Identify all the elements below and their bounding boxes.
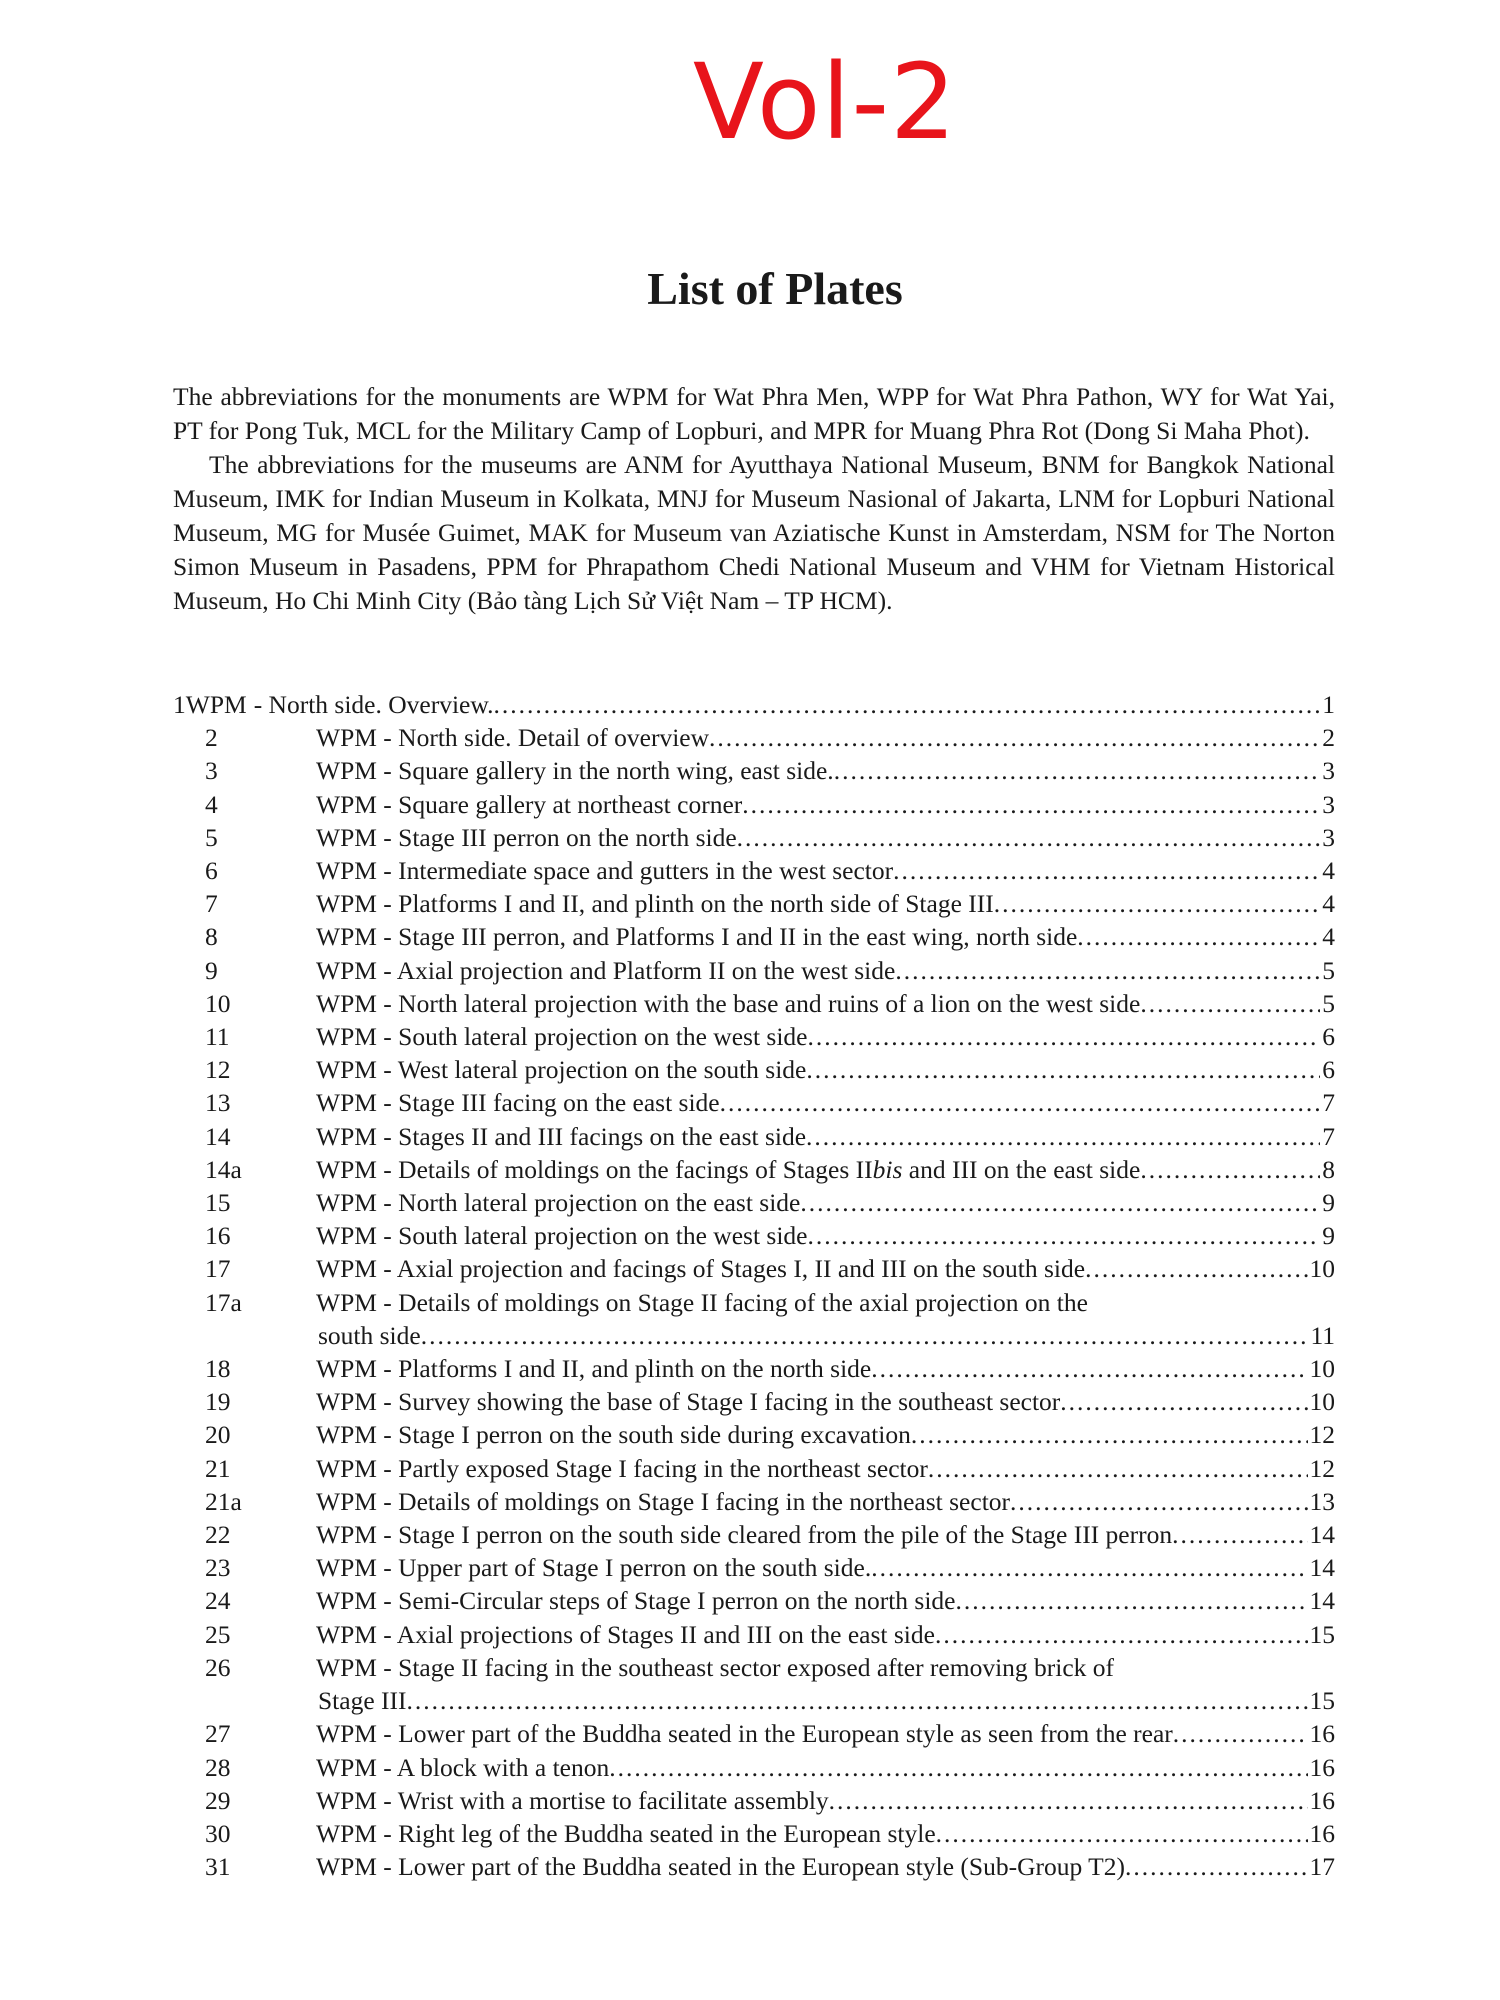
- leader-dots: [808, 1020, 1321, 1053]
- plate-entry: [173, 887, 1335, 920]
- plate-page-number: 12: [1309, 1453, 1335, 1483]
- plate-page-number: 11: [1310, 1320, 1335, 1350]
- plate-description: WPM - Stage III perron on the north side: [316, 822, 737, 852]
- plate-description: WPM - Stages II and III facings on the east side: [316, 1121, 807, 1151]
- plate-page-number: 14: [1309, 1520, 1335, 1550]
- leader-dots: [1077, 920, 1320, 953]
- plate-page-number: 12: [1309, 1420, 1335, 1450]
- monument-abbreviations-paragraph: The abbreviations for the monuments are WPM for Wat Phra Men, WPP for Wat Phra Pathon, WY for Wat Yai, PT for Pong Tuk, MCL for the Military Camp of Lopburi, and MPR for Muang Phra Rot (Dong Si Maha Phot).: [173, 382, 1335, 445]
- plate-description: WPM - Lower part of the Buddha seated in the European style as seen from the rear: [316, 1719, 1173, 1749]
- plate-page-number: 17: [1309, 1852, 1335, 1882]
- plate-description: WPM - Wrist with a mortise to facilitate assembly: [316, 1785, 829, 1815]
- plate-entry: [173, 1020, 1335, 1053]
- leader-dots: [936, 1817, 1308, 1850]
- leader-dots: [407, 1684, 1308, 1717]
- plate-number: 22: [205, 1520, 231, 1550]
- plate-page-number: 6: [1322, 1055, 1335, 1085]
- plate-description-line: [316, 1551, 1335, 1584]
- plate-description: WPM - Platforms I and II, and plinth on the north side: [316, 1354, 872, 1384]
- plate-description: WPM - A block with a tenon: [316, 1752, 610, 1782]
- leader-dots: [806, 1120, 1320, 1153]
- plate-number: 4: [205, 789, 218, 819]
- leader-dots: [720, 1086, 1321, 1119]
- plate-entry: [173, 821, 1335, 854]
- plate-entry: [173, 1817, 1335, 1850]
- plate-entry: [173, 1286, 1335, 1319]
- plate-description-line: [316, 854, 1335, 887]
- plate-description: WPM - Axial projection and facings of Stages I, II and III on the south side: [316, 1254, 1086, 1284]
- plate-description-line: [316, 1352, 1335, 1385]
- plate-description-line: [316, 1784, 1335, 1817]
- leader-dots: [871, 1352, 1307, 1385]
- plate-description-line: [316, 1219, 1335, 1252]
- plate-description: WPM - North lateral projection with the base and ruins of a lion on the west side: [316, 988, 1141, 1018]
- plate-description-line: [316, 1452, 1335, 1485]
- plate-entry: [173, 1584, 1335, 1617]
- plate-page-number: 9: [1322, 1221, 1335, 1251]
- plate-description-line: [316, 920, 1335, 953]
- plate-entry: [173, 954, 1335, 987]
- plate-description-line: [316, 821, 1335, 854]
- leader-dots: [935, 1618, 1308, 1651]
- leader-dots: [1173, 1717, 1308, 1750]
- plate-description: WPM - Stage I perron on the south side cleared from the pile of the Stage III perron: [316, 1520, 1173, 1550]
- plate-entry: [173, 1385, 1335, 1418]
- intro-section: [173, 380, 1335, 618]
- plate-description: WPM - Stage III perron, and Platforms I and II in the east wing, north side: [316, 922, 1078, 952]
- plate-entry: [173, 920, 1335, 953]
- plate-description-line: [316, 1485, 1335, 1518]
- leader-dots: [871, 1551, 1307, 1584]
- plate-page-number: 4: [1322, 889, 1335, 919]
- plate-page-number: 13: [1309, 1486, 1335, 1516]
- plate-description-continued: Stage III: [318, 1686, 407, 1716]
- leader-dots: [1140, 987, 1320, 1020]
- plate-page-number: 2: [1322, 723, 1335, 753]
- plate-description-line: [316, 1751, 1335, 1784]
- plate-entry: [173, 854, 1335, 887]
- plate-page-number: 16: [1309, 1752, 1335, 1782]
- plate-description: WPM - Survey showing the base of Stage I facing in the southeast sector: [316, 1387, 1061, 1417]
- leader-dots: [808, 1219, 1321, 1252]
- plate-description: WPM - Semi-Circular steps of Stage I perron on the north side: [316, 1586, 956, 1616]
- plate-entry: [173, 1485, 1335, 1518]
- plate-number: 13: [205, 1088, 231, 1118]
- plate-number: 5: [205, 822, 218, 852]
- plate-number: 19: [205, 1387, 231, 1417]
- plate-entry-continuation: [173, 1684, 1335, 1717]
- plate-description-line: [316, 1584, 1335, 1617]
- plate-number: 1WPM: [173, 690, 247, 719]
- plate-description: WPM - Platforms I and II, and plinth on the north side of Stage III: [316, 889, 994, 919]
- plate-entry: [173, 1053, 1335, 1086]
- plate-description-line: [316, 1053, 1335, 1086]
- plate-page-number: 5: [1322, 988, 1335, 1018]
- plate-description-line: [316, 1618, 1335, 1651]
- leader-dots: [994, 887, 1321, 920]
- plate-entry: [173, 987, 1335, 1020]
- plate-page-number: 16: [1309, 1719, 1335, 1749]
- plate-description-line: [316, 1086, 1335, 1119]
- plate-page-number: 7: [1322, 1088, 1335, 1118]
- plate-page-number: 15: [1309, 1686, 1335, 1716]
- plate-page-number: 10: [1309, 1354, 1335, 1384]
- plate-entry: [173, 1153, 1335, 1186]
- plate-description: WPM - Partly exposed Stage I facing in the northeast sector: [316, 1453, 928, 1483]
- plate-number: 25: [205, 1619, 231, 1649]
- plate-number: 17a: [205, 1287, 242, 1317]
- plate-entry: [173, 1452, 1335, 1485]
- plate-description-line: [318, 1684, 1335, 1717]
- plate-description: WPM - Stage III facing on the east side: [316, 1088, 720, 1118]
- plate-description-line: [316, 1020, 1335, 1053]
- plate-entry: [173, 1120, 1335, 1153]
- plate-number: 9: [205, 955, 218, 985]
- leader-dots: [800, 1186, 1320, 1219]
- plate-number: 24: [205, 1586, 231, 1616]
- plate-description-line: [316, 1153, 1335, 1186]
- plate-description-part: WPM - Details of moldings on the facings of Stages II: [316, 1154, 873, 1184]
- plate-description-line: [316, 987, 1335, 1020]
- plate-description-line: [318, 1319, 1335, 1352]
- plate-description-line: [316, 1817, 1335, 1850]
- plate-description: [316, 1153, 1140, 1186]
- plate-page-number: 6: [1322, 1022, 1335, 1052]
- plate-number: 27: [205, 1719, 231, 1749]
- plate-number: 16: [205, 1221, 231, 1251]
- leader-dots: [956, 1584, 1308, 1617]
- plate-entry: [173, 754, 1335, 787]
- plate-page-number: 9: [1322, 1188, 1335, 1218]
- leader-dots: [709, 721, 1320, 754]
- plate-entry: [173, 788, 1335, 821]
- leader-dots: [742, 788, 1320, 821]
- plate-description: WPM - South lateral projection on the west side: [316, 1022, 808, 1052]
- plate-number: 31: [205, 1852, 231, 1882]
- plate-page-number: 1: [1322, 690, 1335, 719]
- plate-page-number: 10: [1309, 1254, 1335, 1284]
- plate-description: WPM - Lower part of the Buddha seated in the European style (Sub-Group T2): [316, 1852, 1125, 1882]
- leader-dots: [1010, 1485, 1307, 1518]
- plate-description: WPM - Upper part of Stage I perron on the south side.: [316, 1553, 872, 1583]
- plate-number: 10: [205, 988, 231, 1018]
- plate-number: 21: [205, 1453, 231, 1483]
- plate-entry: [173, 1352, 1335, 1385]
- plate-description-line: [316, 754, 1335, 787]
- plate-description: WPM - North side. Detail of overview: [316, 723, 710, 753]
- plate-description-line: [316, 1186, 1335, 1219]
- plate-number: 3: [205, 756, 218, 786]
- leader-dots: [1060, 1385, 1307, 1418]
- plate-description-line: [316, 1418, 1335, 1451]
- plate-entry: [173, 721, 1335, 754]
- leader-dots: [1125, 1850, 1308, 1883]
- plate-description-line: [316, 887, 1335, 920]
- plate-page-number: 10: [1309, 1387, 1335, 1417]
- plate-entry: [173, 688, 1335, 721]
- plate-entry: [173, 1850, 1335, 1883]
- leader-dots: [609, 1751, 1307, 1784]
- plate-description-line: [316, 788, 1335, 821]
- leader-dots: [829, 1784, 1308, 1817]
- plate-description-line: [316, 1850, 1335, 1883]
- plate-description: WPM - Stage I perron on the south side during excavation: [316, 1420, 911, 1450]
- plate-page-number: 14: [1309, 1553, 1335, 1583]
- plate-description-line: [316, 1651, 1335, 1684]
- plate-entry: [173, 1651, 1335, 1684]
- leader-dots: [928, 1452, 1308, 1485]
- plate-entry-continuation: [173, 1319, 1335, 1352]
- plate-description-line: [316, 1518, 1335, 1551]
- leader-dots: [911, 1418, 1308, 1451]
- plate-page-number: 3: [1322, 756, 1335, 786]
- plates-list: [173, 688, 1335, 1883]
- plate-description: WPM - Right leg of the Buddha seated in the European style: [316, 1818, 936, 1848]
- plate-description: - North side. Overview.: [253, 690, 494, 719]
- plate-description: WPM - North lateral projection on the east side: [316, 1188, 801, 1218]
- plate-entry: [173, 1751, 1335, 1784]
- plate-entry: [173, 1186, 1335, 1219]
- plate-page-number: 7: [1322, 1121, 1335, 1151]
- plate-description: WPM - Details of moldings on Stage II facing of the axial projection on the: [316, 1287, 1088, 1317]
- page-title: List of Plates: [647, 263, 903, 314]
- plate-number: 20: [205, 1420, 231, 1450]
- plate-page-number: 14: [1309, 1586, 1335, 1616]
- plate-description: WPM - Square gallery in the north wing, east side.: [316, 756, 834, 786]
- plate-page-number: 3: [1322, 822, 1335, 852]
- plate-description-line: [316, 1717, 1335, 1750]
- plate-number: 18: [205, 1354, 231, 1384]
- plate-description-line: [316, 1252, 1335, 1285]
- plate-description: WPM - Stage II facing in the southeast sector exposed after removing brick of: [316, 1652, 1115, 1682]
- plate-page-number: 16: [1309, 1818, 1335, 1848]
- plate-description-continued: south side: [318, 1320, 421, 1350]
- leader-dots: [1085, 1252, 1307, 1285]
- plate-number: 14a: [205, 1154, 242, 1184]
- plate-entry: [173, 1219, 1335, 1252]
- plate-description: WPM - Axial projection and Platform II on the west side: [316, 955, 896, 985]
- plate-number: 23: [205, 1553, 231, 1583]
- plate-entry: [173, 1518, 1335, 1551]
- plate-number: 15: [205, 1188, 231, 1218]
- plate-description-line: [316, 1286, 1335, 1319]
- leader-dots: [494, 688, 1321, 721]
- plate-description: WPM - South lateral projection on the west side: [316, 1221, 808, 1251]
- plate-number: 26: [205, 1652, 231, 1682]
- plate-entry: [173, 1717, 1335, 1750]
- plate-number: 14: [205, 1121, 231, 1151]
- plate-description: WPM - West lateral projection on the south side: [316, 1055, 807, 1085]
- plate-page-number: 15: [1309, 1619, 1335, 1649]
- plate-description-line: [316, 721, 1335, 754]
- plate-number: 12: [205, 1055, 231, 1085]
- plate-number: 8: [205, 922, 218, 952]
- leader-dots: [737, 821, 1321, 854]
- leader-dots: [895, 954, 1320, 987]
- leader-dots: [1172, 1518, 1307, 1551]
- plate-number: 28: [205, 1752, 231, 1782]
- plate-page-number: 16: [1309, 1785, 1335, 1815]
- plate-description: WPM - Intermediate space and gutters in the west sector: [316, 856, 894, 886]
- plate-page-number: 4: [1322, 922, 1335, 952]
- plate-number: 30: [205, 1818, 231, 1848]
- plate-page-number: 3: [1322, 789, 1335, 819]
- plate-page-number: 8: [1322, 1154, 1335, 1184]
- plate-number: 11: [205, 1022, 230, 1052]
- plate-description: WPM - Details of moldings on Stage I facing in the northeast sector: [316, 1486, 1011, 1516]
- plate-entry: [173, 1551, 1335, 1584]
- plate-entry: [173, 1784, 1335, 1817]
- plate-description-line: [316, 1120, 1335, 1153]
- leader-dots: [421, 1319, 1309, 1352]
- plate-page-number: 5: [1322, 955, 1335, 985]
- plate-number: 7: [205, 889, 218, 919]
- leader-dots: [806, 1053, 1320, 1086]
- plate-number: 6: [205, 856, 218, 886]
- plate-description-italic: bis: [872, 1154, 903, 1184]
- leader-dots: [834, 754, 1321, 787]
- leader-dots: [893, 854, 1320, 887]
- plate-number: 29: [205, 1785, 231, 1815]
- plate-number: 2: [205, 723, 218, 753]
- plate-entry: [173, 1418, 1335, 1451]
- plate-page-number: 4: [1322, 856, 1335, 886]
- plate-description: WPM - Axial projections of Stages II and III on the east side: [316, 1619, 935, 1649]
- plate-entry: [173, 1086, 1335, 1119]
- plate-entry: [173, 1618, 1335, 1651]
- museum-abbreviations-paragraph: The abbreviations for the museums are ANM for Ayutthaya National Museum, BNM for Bangkok National Museum, IMK for Indian Museum in Kolkata, MNJ for Museum Nasional of Jakarta, LNM for Lopburi National Museum, MG for Musée Guimet, MAK for Museum van Aziatische Kunst in Amsterdam, NSM for The Norton Simon Museum in Pasadens, PPM for Phrapathom Chedi National Museum and VHM for Vietnam Historical Museum, Ho Chi Minh City (Bảo tàng Lịch Sử Việt Nam – TP HCM).: [173, 450, 1335, 615]
- plate-description-line: [316, 1385, 1335, 1418]
- plate-entry: [173, 1252, 1335, 1285]
- plate-description-part: and III on the east side: [902, 1154, 1141, 1184]
- leader-dots: [1140, 1153, 1320, 1186]
- plate-description-line: [316, 954, 1335, 987]
- plate-number: 21a: [205, 1486, 242, 1516]
- volume-label: Vol-2: [692, 41, 958, 163]
- plate-description-line: [247, 688, 1335, 721]
- plate-number: 17: [205, 1254, 231, 1284]
- plate-description: WPM - Square gallery at northeast corner: [316, 789, 743, 819]
